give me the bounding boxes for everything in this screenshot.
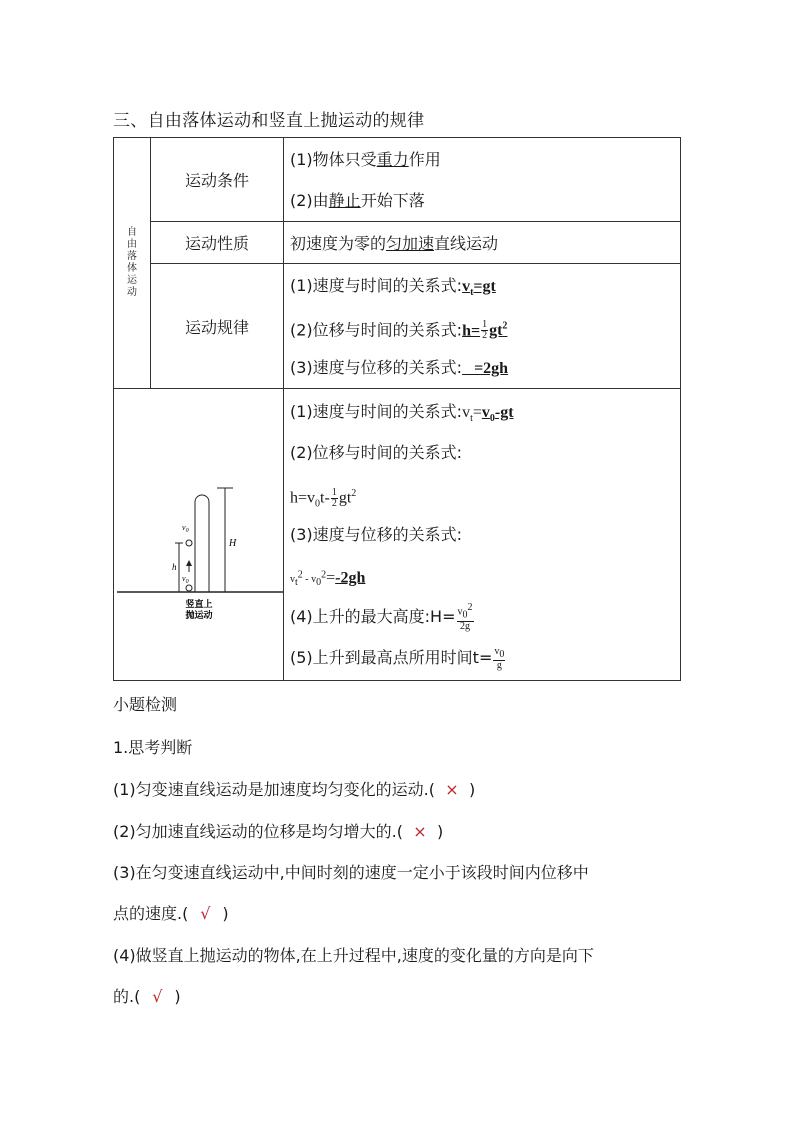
quiz-item-text: 点的速度.( (113, 904, 189, 923)
free-fall-title-char: 运 (127, 275, 137, 286)
subscript: t (470, 286, 474, 298)
text: = (326, 569, 336, 587)
numerator: 1 (482, 318, 488, 330)
numerator (457, 603, 474, 621)
fraction (481, 320, 488, 341)
answer-underlined: 静止 (328, 190, 361, 210)
vt-line-2-formula (290, 473, 680, 514)
answer-underlined: -2gh (335, 569, 366, 587)
quiz-item-text: (4)做竖直上抛运动的物体,在上升过程中,速度的变化量的方向是向下 (113, 946, 594, 965)
text: ) (222, 904, 229, 923)
text: = (472, 404, 482, 421)
vt-line-3: (3)速度与位移的关系式: (290, 525, 463, 544)
answer-underlined (462, 360, 508, 377)
free-fall-title-char: 自 (127, 227, 137, 238)
text: (2)位移与时间的关系式: (290, 319, 463, 339)
free-fall-title-char: 动 (127, 287, 137, 298)
subscript: 0 (316, 577, 322, 589)
text: (5)上升到最高点所用时间t= (290, 648, 493, 667)
diagram-caption-line1: 竖直上 (184, 599, 213, 610)
law-label: 运动规律 (151, 264, 284, 389)
subscript: t (295, 577, 298, 589)
text: ) (174, 987, 181, 1006)
subscript: 0 (489, 413, 495, 425)
vertical-throw-diagram (115, 450, 283, 620)
text: 初速度为零的 (290, 234, 387, 253)
quiz-item (113, 901, 229, 924)
text: (4)上升的最大高度:H= (290, 607, 456, 626)
text: v (481, 404, 490, 421)
numerator (493, 647, 505, 661)
free-fall-title-char: 体 (127, 263, 137, 274)
text: (2)由 (290, 190, 329, 210)
check-mark-icon: √ (200, 904, 211, 923)
section-heading: 三、自由落体运动和竖直上抛运动的规律 (113, 111, 425, 131)
text: 开始下落 (360, 190, 425, 210)
condition-line-2 (290, 180, 680, 221)
motion-rules-table (113, 137, 681, 681)
text: (1)速度与时间的关系式: (290, 402, 463, 421)
condition-content (284, 138, 681, 222)
H-label: H (228, 537, 236, 549)
numerator: 1 (331, 487, 337, 499)
fraction (493, 647, 505, 671)
nature-label: 运动性质 (151, 222, 284, 264)
superscript: 2 (351, 488, 357, 499)
check-mark-icon: √ (152, 987, 163, 1006)
free-fall-title-char: 落 (127, 251, 137, 262)
superscript: 2 (467, 602, 473, 614)
vt-line-1 (290, 391, 680, 432)
nature-content (284, 222, 681, 264)
quiz-question-title: 1.思考判断 (113, 738, 193, 757)
ball-top (186, 540, 192, 546)
vertical-throw-content (284, 389, 681, 681)
text: (3)速度与位移的关系式: (290, 357, 463, 377)
quiz-item (113, 819, 443, 842)
condition-line-1 (290, 139, 680, 180)
fraction (331, 488, 338, 509)
text: v (290, 574, 295, 586)
vt-line-2: (2)位移与时间的关系式: (290, 443, 463, 462)
text: 作用 (408, 149, 441, 169)
law-content (284, 264, 681, 389)
text: 直线运动 (434, 234, 499, 253)
subscript: 0 (499, 648, 505, 660)
subscript: 0 (462, 609, 468, 621)
v0-side-label: $v_0$ (181, 573, 189, 585)
text: gt (338, 489, 352, 507)
text: ) (437, 822, 444, 841)
quiz-item-text: 的.( (113, 987, 141, 1006)
quiz-item (113, 777, 475, 800)
answer-underlined (462, 322, 480, 339)
vt-line-3-formula (290, 555, 680, 596)
answer-underlined (489, 322, 507, 339)
answer-underlined (462, 277, 496, 298)
vt-line-4 (290, 596, 680, 637)
text: gt (489, 321, 503, 339)
answer-underlined: 匀加速 (386, 234, 435, 253)
text: (1)物体只受 (290, 149, 377, 169)
condition-label: 运动条件 (151, 138, 284, 222)
cross-mark-icon: × (413, 822, 427, 841)
subscript: t (470, 413, 473, 425)
text: v (457, 606, 463, 618)
text: - v (302, 574, 317, 586)
text: -gt (494, 404, 514, 421)
ball-bottom (186, 585, 192, 591)
law-line-2 (290, 306, 680, 347)
law-line-3 (290, 347, 680, 388)
quiz-item-text: (3)在匀变速直线运动中,中间时刻的速度一定小于该段时间内位移中 (113, 863, 589, 882)
text: ) (469, 780, 476, 799)
tube-top-arc (195, 495, 209, 502)
vertical-throw-diagram-cell (114, 389, 284, 681)
quiz-item (113, 984, 181, 1007)
text: (1)速度与时间的关系式: (290, 275, 463, 295)
text: t- (320, 489, 330, 507)
denominator: g (496, 659, 502, 671)
text: h=v (290, 489, 316, 507)
answer-underlined (481, 404, 514, 425)
fraction (457, 603, 474, 631)
law-line-1 (290, 265, 680, 306)
quiz-item-text: (1)匀变速直线运动是加速度均匀变化的运动.( (113, 780, 435, 799)
superscript: 2 (502, 320, 508, 332)
text: v (462, 404, 471, 421)
cross-mark-icon: × (445, 780, 459, 799)
text: h= (462, 321, 481, 339)
diagram-caption-line2: 抛运动 (184, 610, 213, 620)
denominator: 2 (482, 329, 488, 341)
answer-underlined: 重力 (376, 149, 409, 169)
h-label: h (171, 561, 176, 572)
free-fall-title-char: 由 (127, 239, 137, 250)
superscript: 2 (297, 570, 303, 581)
quiz-item-text: (2)匀加速直线运动的位移是均匀增大的.( (113, 822, 403, 841)
text: =gt (473, 277, 496, 295)
vt-line-5 (290, 637, 680, 678)
subscript: 0 (315, 498, 321, 510)
v0-top-label: $v_0$ (181, 522, 189, 534)
text: =2gh (474, 359, 509, 377)
denominator: 2 (331, 498, 337, 510)
text: v (494, 645, 500, 657)
text: v (462, 277, 471, 295)
arrow-head-icon (186, 560, 192, 566)
free-fall-title-cell (114, 138, 151, 389)
superscript: 2 (321, 570, 327, 581)
denominator: 2g (460, 620, 470, 632)
quiz-title: 小题检测 (113, 695, 178, 714)
